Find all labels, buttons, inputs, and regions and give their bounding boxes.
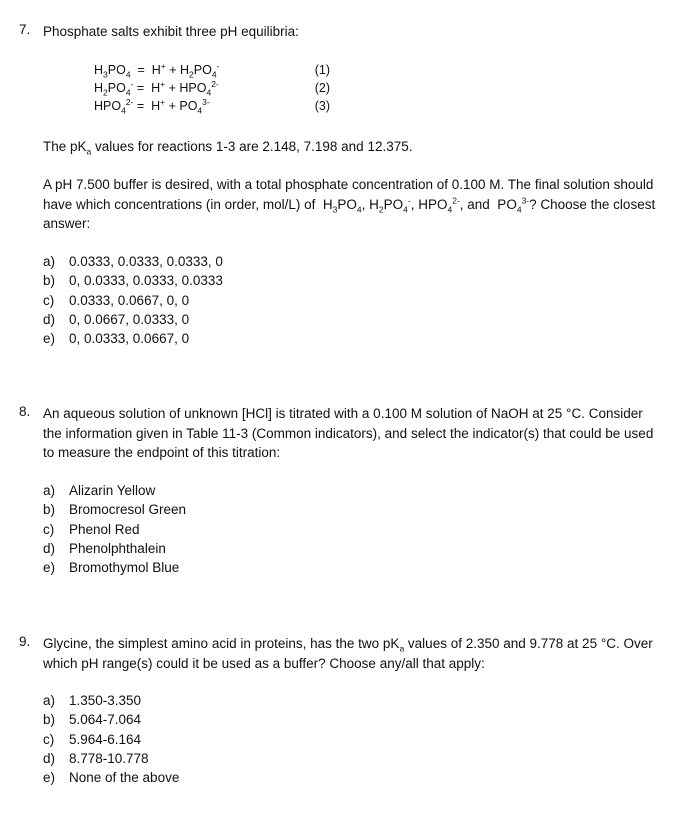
answer-option[interactable] xyxy=(43,691,179,710)
option-letter: c) xyxy=(43,731,55,747)
question-intro: Phosphate salts exhibit three pH equilibria: xyxy=(43,24,299,39)
option-text: 0, 0.0333, 0.0333, 0.0333 xyxy=(69,273,223,289)
option-text: Bromocresol Green xyxy=(69,502,187,518)
answer-option[interactable] xyxy=(43,252,223,271)
option-letter: b) xyxy=(43,273,56,289)
option-text: Phenolphthalein xyxy=(69,540,166,556)
option-letter: c) xyxy=(43,292,55,308)
question-number: 8. xyxy=(19,404,31,419)
option-letter: e) xyxy=(43,560,56,576)
answer-option[interactable] xyxy=(43,481,186,500)
answer-option[interactable] xyxy=(43,768,179,787)
option-text: 1.350-3.350 xyxy=(69,693,142,708)
option-text: 5.064-7.064 xyxy=(69,712,142,728)
equation-text: $H_3PO_4 = H^+ + H_2PO_4^-$ xyxy=(94,60,220,80)
option-letter: c) xyxy=(43,521,55,537)
question-text: Glycine, the simplest amino acid in proteins, has the two $pK_a$ values of 2.350 and 9.778 at 25 °C. Over which pH range(s) could it be used as a buffer? Choose any/all that apply: xyxy=(43,636,653,671)
pka-statement: The $pK_a$ values for reactions 1-3 are 2.148, 7.198 and 12.375. xyxy=(43,139,413,157)
option-text: None of the above xyxy=(69,770,180,786)
answer-option[interactable] xyxy=(43,730,179,749)
equation-text: $H_2PO_4^- = H^+ + HPO_4^{2-}$ xyxy=(94,78,219,98)
answer-option[interactable] xyxy=(43,749,179,768)
answer-option[interactable] xyxy=(43,558,186,577)
option-letter: d) xyxy=(43,311,56,327)
option-text: 0.0333, 0.0667, 0, 0 xyxy=(69,292,190,308)
option-text: 5.964-6.164 xyxy=(69,731,142,747)
option-text: Bromothymol Blue xyxy=(69,560,180,576)
option-letter: e) xyxy=(43,331,56,347)
option-letter: a) xyxy=(43,254,56,269)
answer-option[interactable] xyxy=(43,520,186,539)
option-text: 0, 0.0333, 0.0667, 0 xyxy=(69,331,190,347)
answer-options xyxy=(43,481,186,577)
question-text: An aqueous solution of unknown [HCl] is titrated with a 0.100 M solution of NaOH at 25 °C. Consider the information given in Table 11-3 (Common indicators), and select the indicator(s) that could be used to measure the endpoint of this titration: xyxy=(43,406,654,460)
answer-option[interactable] xyxy=(43,710,179,729)
answer-option[interactable] xyxy=(43,271,223,290)
answer-option[interactable] xyxy=(43,310,223,329)
answer-options xyxy=(43,691,179,787)
answer-option[interactable] xyxy=(43,291,223,310)
option-letter: b) xyxy=(43,712,56,728)
question-text: A pH 7.500 buffer is desired, with a total phosphate concentration of 0.100 M. The final solution should have which concentrations (in order, mol/L) of $H_3PO_4$, $H_2PO_4^-$, $HPO_4^{2-}$, and $PO_4^{3-}$? Choose the closest answer: xyxy=(43,177,656,231)
option-text: 0.0333, 0.0333, 0.0333, 0 xyxy=(69,254,223,269)
option-letter: a) xyxy=(43,693,56,708)
option-letter: b) xyxy=(43,502,56,518)
option-letter: a) xyxy=(43,483,56,498)
answer-option[interactable] xyxy=(43,500,186,519)
equation-row xyxy=(94,79,330,97)
option-letter: e) xyxy=(43,770,56,786)
question-number: 9. xyxy=(19,634,31,649)
option-letter: d) xyxy=(43,750,56,766)
equilibria-list xyxy=(94,61,330,115)
equation-number: (2) xyxy=(314,81,330,95)
equation-text: $HPO_4^{2-} = H^+ + PO_4^{3-}$ xyxy=(94,96,210,116)
answer-option[interactable] xyxy=(43,539,186,558)
equation-row xyxy=(94,97,330,115)
option-text: 8.778-10.778 xyxy=(69,750,149,766)
equation-number: (1) xyxy=(314,63,330,77)
option-text: Phenol Red xyxy=(69,521,140,537)
answer-option[interactable] xyxy=(43,329,223,348)
equation-row xyxy=(94,61,330,79)
question-number: 7. xyxy=(19,22,31,37)
option-text: Alizarin Yellow xyxy=(69,483,156,498)
option-letter: d) xyxy=(43,540,56,556)
equation-number: (3) xyxy=(314,99,330,113)
answer-options xyxy=(43,252,223,348)
option-text: 0, 0.0667, 0.0333, 0 xyxy=(69,311,190,327)
